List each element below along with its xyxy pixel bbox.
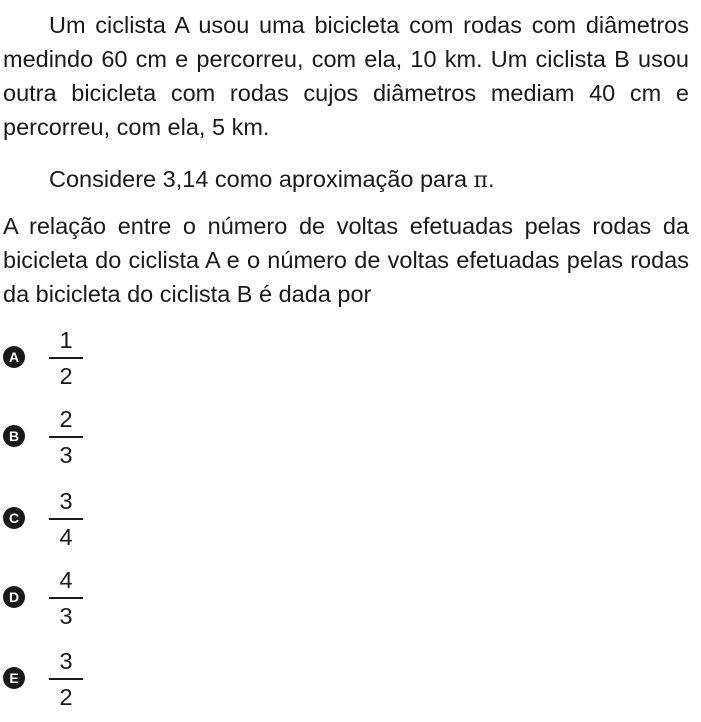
fraction-bar [49, 597, 83, 599]
option-e[interactable] [3, 647, 123, 710]
option-letter-badge: B [3, 425, 25, 447]
fraction-denominator: 4 [59, 523, 73, 550]
fraction-denominator: 2 [59, 362, 73, 389]
fraction [49, 647, 83, 712]
fraction-numerator: 2 [59, 406, 73, 432]
fraction-numerator: 3 [59, 488, 73, 514]
fraction-denominator: 3 [59, 441, 73, 468]
fraction-numerator: 3 [59, 648, 73, 674]
fraction-bar [49, 436, 83, 438]
option-d[interactable] [3, 566, 123, 629]
option-letter-badge: D [3, 586, 25, 608]
fraction [49, 326, 83, 391]
fraction-bar [49, 518, 83, 520]
pi-symbol: π [473, 168, 489, 193]
fraction-bar [49, 678, 83, 680]
fraction-denominator: 3 [59, 602, 73, 629]
option-b[interactable] [3, 405, 123, 468]
question-paragraph-3: A relação entre o número de voltas efetuadas pelas rodas da bicicleta do ciclista A e o número de voltas efetuadas pelas rodas da bicicleta do ciclista B é dada por [3, 213, 689, 307]
period: . [488, 166, 495, 192]
option-letter-badge: A [3, 346, 25, 368]
fraction-bar [49, 357, 83, 359]
fraction [49, 487, 83, 552]
fraction [49, 566, 83, 631]
option-letter-badge: E [3, 667, 25, 689]
fraction [49, 405, 83, 470]
fraction-numerator: 4 [59, 567, 73, 593]
fraction-numerator: 1 [59, 327, 73, 353]
option-letter-badge: C [3, 507, 25, 529]
question-paragraph-1: Um ciclista A usou uma bicicleta com rodas com diâmetros medindo 60 cm e percorreu, com ela, 10 km. Um ciclista B usou outra bicicleta com rodas cujos diâmetros mediam 40 cm e percorreu, com ela, 5 km. [3, 12, 689, 140]
pi-approximation-text: Considere 3,14 como aproximação para [49, 166, 474, 192]
option-a[interactable] [3, 326, 123, 389]
option-c[interactable] [3, 487, 123, 550]
fraction-denominator: 2 [59, 683, 73, 710]
question-paragraph-2 [3, 162, 689, 198]
